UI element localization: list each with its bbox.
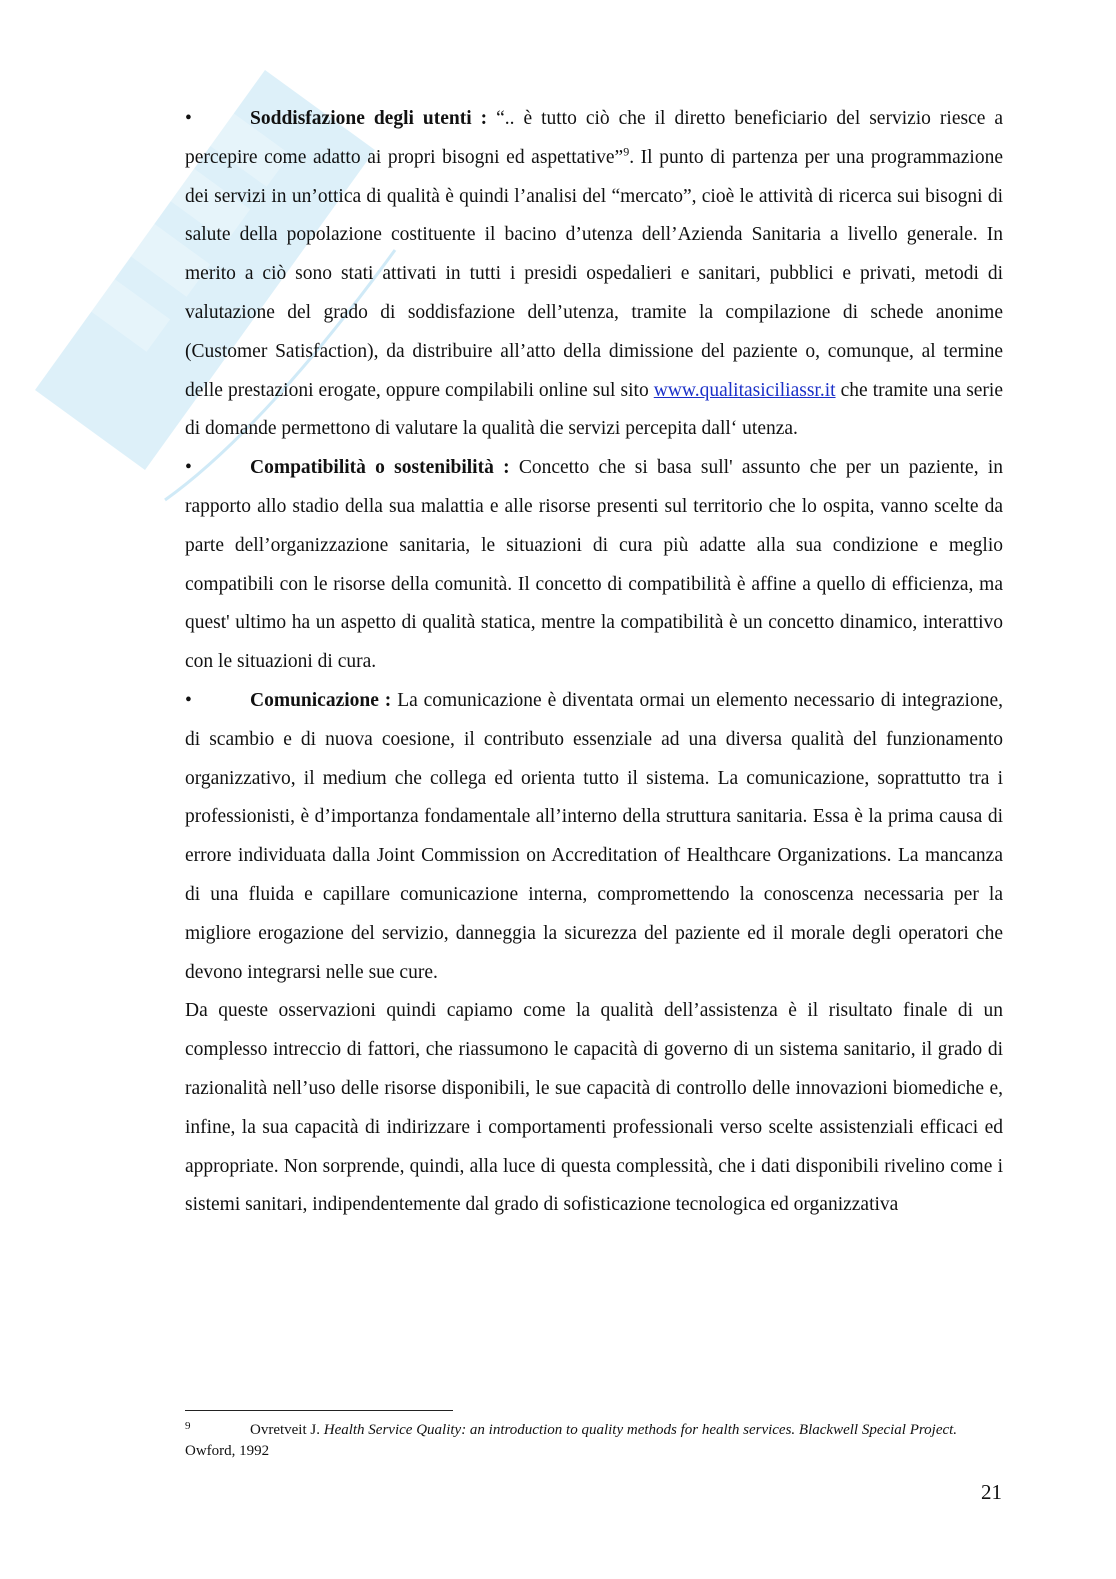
- paragraph-compatibilita: • Compatibilità o sostenibilità : Concetto che si basa sull' assunto che per un paziente, in rapporto allo stadio della sua malattia e alle risorse presenti sul territorio che lo ospita, vanno scelte da parte dell’organizzazione sanitaria, le situazioni di cura più adatte alla sua condizione e meglio compatibili con le risorse della comunità. Il concetto di compatibilità è affine a quello di efficienza, ma quest' ultimo ha un aspetto di qualità statica, mentre la compatibilità è un concetto dinamico, interattivo con le situazioni di cura.: [185, 449, 1003, 682]
- footnote-separator: [185, 1410, 453, 1411]
- term-soddisfazione: Soddisfazione degli utenti :: [250, 108, 488, 129]
- paragraph-conclusione: Da queste osservazioni quindi capiamo come la qualità dell’assistenza è il risultato finale di un complesso intreccio di fattori, che riassumono le capacità di governo di un sistema sanitario, il grado di razionalità nell’uso delle risorse disponibili, le sue capacità di controllo delle innovazioni biomediche e, infine, la sua capacità di indirizzare i comportamenti professionali verso scelte assistenziali efficaci ed appropriate. Non sorprende, quindi, alla luce di questa complessità, che i dati disponibili rivelino come i sistemi sanitari, indipendentemente dal grado di sofisticazione tecnologica ed organizzativa: [185, 1000, 1003, 1216]
- qualitasicilia-link[interactable]: www.qualitasiciliassr.it: [653, 379, 836, 401]
- bullet: •: [185, 457, 192, 479]
- bullet: •: [185, 108, 192, 129]
- term-compatibilita: Compatibilità o sostenibilità :: [250, 457, 510, 479]
- footnote: 9 Ovretveit J. Health Service Quality: an introduction to quality methods for health services. Blackwell Special Project. Owford, 1992: [185, 1420, 1003, 1462]
- page-body: [185, 100, 1003, 1225]
- paragraph-soddisfazione: • Soddisfazione degli utenti : “.. è tutto ciò che il diretto beneficiario del servizio riesce a percepire come adatto ai propri bisogni ed aspettative”$^9$. Il punto di partenza per una programmazione dei servizi in un’ottica di qualità è quindi l’analisi del “mercato”, cioè le attività di ricerca sui bisogni di salute della popolazione costituente il bacino d’utenza dell’Azienda Sanitaria a livello generale. In merito a ciò sono stati attivati in tutti i presidi ospedalieri e sanitari, pubblici e privati, metodi di valutazione del grado di soddisfazione dell’utenza, tramite la compilazione di schede anonime (Customer Satisfaction), da distribuire all’atto della dimissione del paziente o, comunque, al termine delle prestazioni erogate, oppure compilabili online sul sito www.qualitasiciliassr.it che tramite una serie di domande permettono di valutare la qualità die servizi percepita dall‘ utenza.: [185, 100, 1003, 449]
- paragraph-comunicazione: • Comunicazione : La comunicazione è diventata ormai un elemento necessario di integrazione, di scambio e di nuova coesione, il contributo essenziale ad una diversa qualità del funzionamento organizzativo, il medium che collega ed orienta tutto il sistema. La comunicazione, soprattutto tra i professionisti, è d’importanza fondamentale all’interno della struttura sanitaria. Essa è la prima causa di errore individuata dalla Joint Commission on Accreditation of Healthcare Organizations. La mancanza di una fluida e capillare comunicazione interna, compromettendo la conoscenza necessaria per la migliore erogazione del servizio, danneggia la sicurezza del paziente ed il morale degli operatori che devono integrarsi nelle sue cure.: [185, 682, 1003, 992]
- footnote-ref[interactable]: 9: [623, 144, 630, 159]
- footnote-title: Health Service Quality: an introduction to quality methods for health services. Blackwell Special Project.: [323, 1422, 958, 1438]
- page-number: 21: [981, 1480, 1002, 1504]
- bullet: •: [185, 689, 192, 711]
- term-comunicazione: Comunicazione :: [250, 689, 392, 711]
- footnote-number: 9: [185, 1420, 191, 1432]
